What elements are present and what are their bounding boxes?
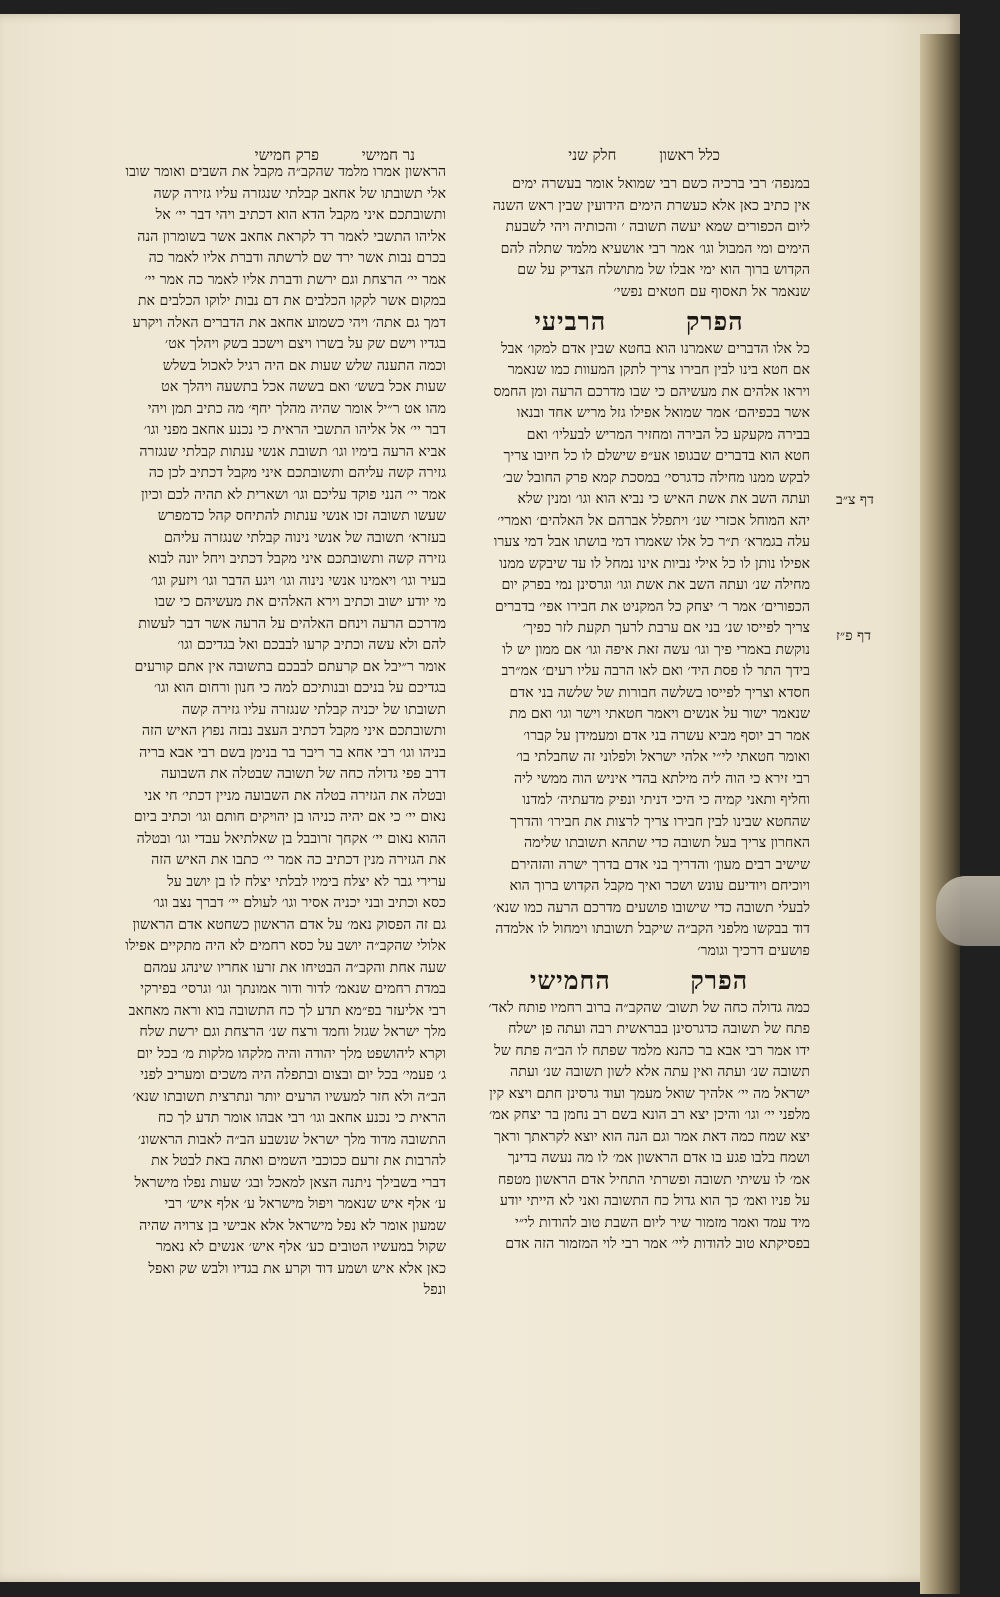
text-line: להם ולא עשה וכתיב קרעו לבבכם ואל בגדיכם וגו׳ bbox=[177, 637, 446, 653]
text-line: בפסיקתא טוב להודות ליי׳ אמר רבי לוי המזמור הזה אדם bbox=[505, 1236, 810, 1252]
text-line: במנפה׳ רבי ברכיה כשם רבי שמואל אומר בעשרה ימים bbox=[512, 176, 810, 192]
text-line: ג׳ פעמי׳ בכל יום ובצום ובתפלה היה משכים ומעריב לפני bbox=[140, 1067, 446, 1083]
text-line: התשובה מדוד מלך ישראל שנשבע הב״ה לאבות הראשונ׳ bbox=[137, 1131, 446, 1148]
text-line: במדת רחמים שנאמ׳ לדור ודור אמונתך וגו׳ וגרסי׳ בפירקי bbox=[140, 981, 446, 997]
text-line: מיד עמד ואמר מזמור שיר ליום השבת טוב להודות לי״י bbox=[514, 1214, 810, 1231]
text-line: בבירה מקעקע כל הבירה ומחזיר המריש לבעליו׳ ואם bbox=[526, 426, 810, 443]
text-line: שישיב רבים מעון׳ והדריך בני אדם בדרך ישרה והזהירם bbox=[510, 856, 810, 873]
right-page-title: כלל ראשון bbox=[659, 146, 720, 164]
text-line: ותשובתכם איני מקבל דכתיב העצב נבזה נפוץ האיש הזה bbox=[141, 723, 446, 739]
text-line: מלך ישראל שגזל וחמד ורצח שנ׳ הרצחת וגם ירשת שלח bbox=[139, 1024, 446, 1040]
text-line: שעה אחת והקב״ה הבטיחו את זרעו אחריו שינהג עמהם bbox=[143, 959, 446, 976]
text-line: כמה גדולה כחה של תשוב׳ שהקב״ה ברוב רחמיו פותח לאד׳ bbox=[488, 999, 810, 1016]
text-line: דרב פפי גדולה כחה של תשובה שבטלה את השבועה bbox=[160, 766, 446, 782]
text-line: יצא שמח כמה דאת אמר וגם הנה הוא יוצא לקראתך וראך bbox=[493, 1128, 810, 1145]
left-page-title: נר חמישי bbox=[361, 146, 415, 164]
text-line: גם זה הפסוק נאמ׳ על אדם הראשון כשחטא אדם הראשון bbox=[132, 916, 446, 933]
text-line: מהו אט ר״יל אומר שהיה מהלך יחף׳ מה כתיב תמן ויהי bbox=[147, 400, 446, 417]
text-line: בגדיו וישם שק על בשרו ויצם וישכב בשק ויהלך אט׳ bbox=[164, 336, 446, 352]
text-line: גזירה קשה עליהם ותשובתכם איני מקבל דכתיב לכן כה bbox=[148, 465, 446, 481]
text-line: כאן אלא איש ושמע דוד וקרע את בגדיו ולבש שק ואפל bbox=[148, 1260, 446, 1277]
text-line: דוד בבקשו מלפני הקב״ה שיקבל תשובתו וימחול לו אלמדה bbox=[495, 921, 810, 937]
text-line: שהחטא שבינו לבין חבירו צריך לרצות את חבירו׳ והדרך bbox=[510, 813, 810, 830]
text-line: חסדא וצריך לפייסו בשלשה חבורות של שלשה בני אדם bbox=[509, 684, 810, 701]
text-line: בניהו וגו׳ רבי אחא בר ריבר בר בנימן בשם רבי אבא בריה bbox=[139, 744, 446, 761]
right-text-column bbox=[468, 174, 810, 1394]
text-line: על פניו ואמ׳ כך הוא גדול כח התשובה ואני לא הייתי יודע bbox=[499, 1193, 810, 1209]
text-line: מי יודע ישוב וכתיב וירא האלהים את מעשיהם כי שבו bbox=[154, 594, 446, 610]
right-column-top-block bbox=[468, 174, 810, 303]
text-line: ערירי גבר לא יצלח בימיו לבלתי יצלח לו בן יושב על bbox=[167, 873, 446, 890]
text-line: שעשו תשובה זכו אנשי ענתות להתיחס קהל כדמפרש bbox=[157, 508, 446, 524]
right-column-bottom-block bbox=[468, 998, 810, 1256]
text-line: ידו אמר רבי אבא בר כהנא מלמד שפתח לו הב״ה פתח של bbox=[494, 1042, 810, 1059]
left-text-column bbox=[84, 162, 446, 1402]
text-line: עלה בגמרא׳ ת״ר כל אלו שאמרו דמי בושתו אבל דמי צערו bbox=[493, 534, 810, 550]
text-line: אשר בכפיהם׳ אמר שמואל אפילו גזל מריש אחד ובנאו bbox=[516, 405, 810, 421]
text-line: הקדוש ברוך הוא ימי אבלו של מתושלח הצדיק על שם bbox=[517, 262, 810, 278]
text-line: אמר יי׳ הרצחת וגם ירשת ודברת אליו לאמר כה אמר יי׳ bbox=[144, 271, 446, 288]
text-line: שקול במעשיו הטובים כע׳ אלף איש׳ אנשים לא נאמר bbox=[155, 1239, 446, 1255]
text-line: הראית כי נכנע אחאב וגו׳ רבי אבהו אומר תדע לך כח bbox=[157, 1110, 446, 1126]
text-line: הימים ומי המבול וגו׳ אמר רבי אושעיא מלמד שתלה להם bbox=[500, 240, 810, 257]
text-line: שנאמר אל תאסוף עם חטאים נפשי׳ bbox=[613, 283, 810, 300]
text-line: אמר יי׳ הנני פוקד עליכם וגו׳ ושארית לא תהיה לכם וכיון bbox=[140, 486, 446, 503]
text-line: פושעים דרכיך וגומר׳ bbox=[697, 942, 810, 959]
right-column-middle-block bbox=[468, 339, 810, 963]
text-line: וכמה התענה שלש שעות אם היה רגיל לאכול בשלש bbox=[162, 357, 446, 374]
left-page-part: פרק חמישי bbox=[254, 146, 319, 164]
text-line: לבעלי תשובה כדי שישובו פושעים מדרכם הרעה כמו שנא׳ bbox=[492, 899, 810, 916]
margin-note-1: דף צ״ב bbox=[836, 492, 874, 508]
text-line: אמר רב יוסף מביא עשרה בני אדם ומעמידן על קברו׳ bbox=[523, 727, 810, 744]
text-line: שנאמר ישור על אנשים ויאמר חטאתי וישר וגו׳ ואם מת bbox=[509, 706, 810, 722]
text-line: לבקש ממנו מחילה כדגרסי׳ במסכת קמא פרק החובל שב׳ bbox=[502, 469, 810, 486]
text-line: תשובה שנ׳ ועתה ואין עתה אלא לשון תשובה שנ׳ ועתה bbox=[510, 1064, 810, 1080]
text-line: הראשון אמרו מלמד שהקב״ה מקבל את השבים ואומר שובו bbox=[125, 164, 446, 180]
text-line: ונפל bbox=[423, 1282, 446, 1298]
text-line: ואומר חטאתי לי״י אלהי ישראל ולפלוני זה שחבלתי בו׳ bbox=[516, 749, 810, 765]
text-line: חטא הוא בדברים שבגופו אע״פ שישלם לו כל חיובו צריך bbox=[503, 448, 810, 464]
text-line: יהא המוחל אכזרי שנ׳ ויתפלל אברהם אל האלהים׳ ואמרי׳ bbox=[497, 512, 810, 529]
text-line: אביא הרעה בימיו וגו׳ תשובת אנשי ענתות קבלתי שנגזרה bbox=[139, 443, 446, 460]
margin-note-2: דף פ״ז bbox=[836, 628, 871, 644]
text-line: ע׳ אלף איש שנאמר ויפול מישראל ע׳ אלף איש׳ רבי bbox=[164, 1196, 446, 1212]
text-line: ועתה השב את אשת האיש כי נביא הוא וגו׳ ומנין שלא bbox=[517, 491, 810, 507]
text-line: ישראל מה יי׳ אלהיך שואל מעמך ועוד גרסינן חתם ויצא קין bbox=[489, 1085, 810, 1102]
text-line: להרבות את זרעם ככוכבי השמים ואתה באת לבטל את bbox=[151, 1153, 446, 1169]
text-line: אלי תשובתו של אחאב קבלתי שנגזרה עליו גזירה קשה bbox=[153, 185, 446, 202]
text-line: בעזרא׳ תשובה של אנשי נינוה קבלתי שנגזרה עליהם bbox=[163, 529, 446, 546]
text-line: ויראו אלהים את מעשיהם כי שבו מדרכם הרעה ומן החמס bbox=[493, 383, 810, 400]
text-line: דברי בשבילך ניתנה הצאן למאכל ובג׳ שעות נפלו מישראל bbox=[134, 1174, 446, 1191]
text-line: דמך גם אתה׳ ויהי כשמוע אחאב את הדברים האלה ויקרע bbox=[132, 314, 446, 331]
text-line: מלפני יי׳ וגו׳ והיכן יצא רב הונא בשם רב נחמן בר יצחק אמ׳ bbox=[488, 1107, 810, 1123]
text-line: מחילה שנ׳ ועתה השב את אשת וגו׳ וגרסינן נמי בפרק יום bbox=[501, 577, 810, 593]
chapter-four-heading: הפרק הרביעי bbox=[534, 307, 744, 336]
text-line: שעות אכל בשש׳ ואם בששה אכל בתשעה ויהלך אט bbox=[161, 379, 446, 395]
text-line: כסא וכתיב ובני יכניה אסיר וגו׳ לעולם יי׳ דברך נצב וגו׳ bbox=[152, 895, 446, 911]
book-page bbox=[0, 14, 960, 1582]
text-line: אליהו התשבי לאמר רד לקראת אחאב אשר בשומרון הנה bbox=[137, 228, 446, 245]
text-line: כל אלו הדברים שאמרנו הוא בחטא שבין אדם למקו׳ אבל bbox=[500, 340, 810, 357]
text-line: וקרא ליהושפט מלך יהודה והיה מלקהו מלקות מ׳ בכל יום bbox=[136, 1045, 446, 1062]
text-line: גזירה קשה ותשובתכם איני מקבל דכתיב ויחל יונה לבוא bbox=[148, 551, 446, 567]
text-line: הכפורים׳ אמר ר׳ יצחק כל המקניט את חבירו אפי׳ בדברים bbox=[494, 598, 810, 615]
text-line: נוקשת באמרי פיך וגו׳ עשה זאת איפה וגו׳ אם ממון יש לו bbox=[502, 641, 810, 658]
text-line: רבי אליעזר בפ״מא תדע לך כח התשובה בוא וראה מאחאב bbox=[128, 1002, 446, 1019]
text-line: האחרון צריך בעל תשובה כדי שתהא תשובתו שלימה bbox=[523, 835, 810, 851]
text-line: תשובתו של יכניה קבלתי שנגזרה עליו גזירה קשה bbox=[181, 701, 446, 718]
text-line: רבי זירא כי הוה ליה מילתא בהדי איניש הוה ממשי ליה bbox=[513, 770, 810, 787]
text-line: אמ׳ לו עשיתי תשובה ופשרתי התחיל אדם הראשון מטפח bbox=[498, 1171, 810, 1188]
text-line: דבר יי׳ אל אליהו התשבי הראית כי נכנע אחאב מפני וגו׳ bbox=[143, 422, 446, 438]
text-line: בעיר וגו׳ ויאמינו אנשי נינוה וגו׳ ויגע הדבר וגו׳ ויזעק וגו׳ bbox=[150, 572, 446, 589]
text-line: בגדיכם על בניכם ובנותיכם למה כי חנון ורחום הוא וגו׳ bbox=[153, 680, 446, 696]
text-line: צריך לפייסו שנ׳ בני אם ערבת לרעך תקעת לזר כפיך׳ bbox=[522, 620, 810, 636]
text-line: את הגזירה מנין דכתיב כה אמר יי׳ כתבו את האיש הזה bbox=[151, 852, 446, 868]
text-line: בכרם נבות אשר ירד שם לרשתה ודברת אליו לאמר כה bbox=[148, 250, 446, 266]
text-line: ותשובתכם איני מקבל הדא הוא דכתיב ויהי דבר יי׳ אל bbox=[155, 207, 446, 223]
text-line: נאום יי׳ כי אם יהיה כניהו בן יהויקים חותם וגו׳ וכתיב ביום bbox=[133, 809, 446, 825]
text-line: אם חטא בינו לבין חבירו צריך לתקן המעוות כמו שנאמר bbox=[507, 362, 810, 378]
text-line: מדרכם הרעה וינחם האלהים על הרעה אשר דבר לעשות bbox=[138, 615, 446, 632]
text-line: פתח של תשובה כדגרסינן בבראשית רבה ועתה פן ישלח bbox=[508, 1021, 810, 1037]
text-line: אלולי שהקב״ה יושב על כסא רחמים לא היה מתקיים אפילו bbox=[125, 938, 446, 954]
text-line: ההוא נאום יי׳ אקחך זרובבל בן שאלתיאל עבדי וגו׳ ובטלה bbox=[136, 830, 446, 847]
page-clip bbox=[936, 876, 1000, 946]
text-line: וחליף ותאני קמיה כי היכי דניתי ונפיק מדעתיה׳ למדנו bbox=[522, 792, 810, 808]
text-line: במקום אשר לקקו הכלבים את דם נבות ילוקו הכלבים את bbox=[137, 293, 446, 309]
text-line: אומר ר״יבל אם קרעתם לבבכם בתשובה אין אתם קורעים bbox=[134, 658, 446, 675]
text-line: שמעון אומר לא נפל מישראל אלא אבישי בן צרויה שהיה bbox=[139, 1217, 446, 1234]
text-line: הב״ה ולא חזר למעשיו הרעים יותר ונתרצית תשובתו שנא׳ bbox=[132, 1088, 446, 1105]
text-line: ושמח בלבו פגע בו אדם הראשון אמ׳ לו מה נעשה בדינך bbox=[507, 1150, 810, 1166]
text-line: אפילו נותן לו כל אילי נביות אינו נמחל לו עד שיבקש ממנו bbox=[499, 555, 810, 572]
text-line: בידך התר לו פסת היד׳ ואם לאו הרבה עליו רעים׳ אמ״רב bbox=[501, 663, 810, 679]
text-line: ובטלה את הגזירה בטלה את השבועה מניין דכתי׳ חי אני bbox=[144, 787, 446, 804]
right-page-part: חלק שני bbox=[568, 146, 617, 164]
text-line: ליום הכפורים שמא יעשה תשובה ׳ והכותיה ויהי לשבעת bbox=[505, 219, 810, 235]
left-column-block bbox=[84, 162, 446, 1302]
page-edge bbox=[920, 34, 960, 1594]
chapter-five-heading: הפרק החמישי bbox=[529, 966, 749, 995]
text-line: אין כתיב כאן אלא כעשרת הימים הידועין שבין ראש השנה bbox=[492, 197, 810, 214]
text-line: ויוכיחם ויודיעם עונש ושכר ואיך מקבל הקדוש ברוך הוא bbox=[509, 878, 810, 894]
